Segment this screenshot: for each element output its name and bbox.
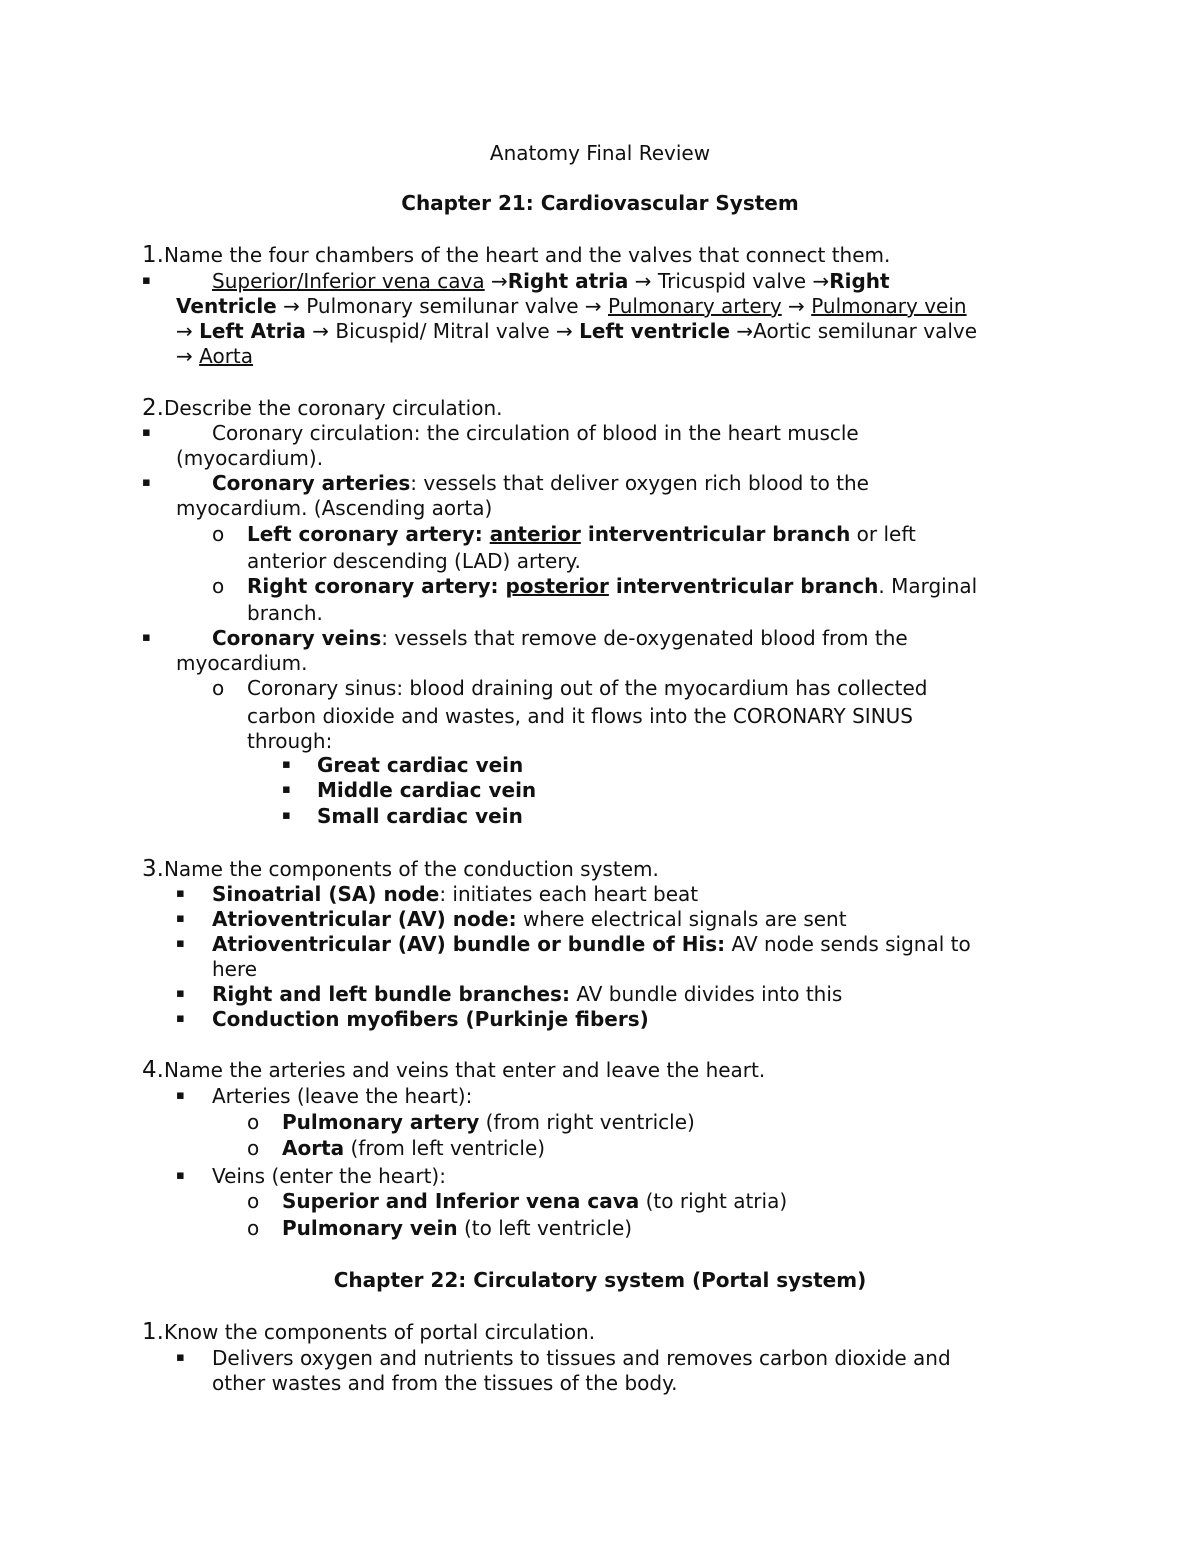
list-item: Atrioventricular (AV) node: where electrical signals are sent [212,907,847,931]
list-item: Conduction myofibers (Purkinje fibers) [212,1007,649,1031]
answer-line: Right coronary artery: posterior interventricular branch. Marginal [247,574,978,598]
answer-line: → Aorta [176,344,254,368]
answer-line: through: [247,729,333,753]
answer-line: other wastes and from the tissues of the body. [212,1371,678,1395]
question-text: Name the four chambers of the heart and the valves that connect them. [163,243,891,267]
answer-line: Coronary circulation: the circulation of blood in the heart muscle [212,421,859,445]
question-number: 4. [142,1057,164,1083]
list-item: Arteries (leave the heart): [212,1084,473,1108]
answer-line: branch. [247,601,323,625]
answer-line: Superior/Inferior vena cava →Right atria → Tricuspid valve →Right [212,269,890,293]
list-item: Sinoatrial (SA) node: initiates each heart beat [212,882,699,906]
chapter-22-heading: Chapter 22: Circulatory system (Portal system) [333,1268,867,1292]
question-1-chapter-22 [142,1320,595,1345]
bullet-icon: ▪ [176,1350,185,1365]
bullet-icon: ▪ [176,1088,185,1103]
list-item: Small cardiac vein [317,804,523,828]
bullet-icon: ▪ [176,986,185,1001]
list-item: Great cardiac vein [317,753,524,777]
answer-line: Coronary arteries: vessels that deliver oxygen rich blood to the [212,471,869,495]
bullet-icon: ▪ [176,936,185,951]
answer-line: Delivers oxygen and nutrients to tissues and removes carbon dioxide and [212,1346,951,1370]
list-item: Pulmonary vein (to left ventricle) [282,1216,633,1240]
question-2 [142,396,502,421]
list-item: Superior and Inferior vena cava (to right atria) [282,1189,788,1213]
question-number: 2. [142,395,164,421]
question-number: 3. [142,856,164,882]
bullet-icon: ▪ [176,911,185,926]
bullet-icon: ▪ [142,273,151,288]
question-text: Describe the coronary circulation. [163,396,503,420]
circle-bullet-icon: o [247,1110,260,1134]
question-1 [142,243,890,268]
bullet-icon: ▪ [282,757,291,772]
question-number: 1. [142,1319,164,1345]
circle-bullet-icon: o [247,1189,260,1213]
bullet-icon: ▪ [282,808,291,823]
answer-line: Ventricle → Pulmonary semilunar valve → Pulmonary artery → Pulmonary vein [176,294,967,318]
question-number: 1. [142,242,164,268]
bullet-icon: ▪ [176,1011,185,1026]
list-item: Atrioventricular (AV) bundle or bundle of His: AV node sends signal to [212,932,971,956]
answer-line: → Left Atria → Bicuspid/ Mitral valve → Left ventricle →Aortic semilunar valve [176,319,978,343]
question-3 [142,857,659,882]
bullet-icon: ▪ [142,425,151,440]
answer-line: Coronary veins: vessels that remove de-oxygenated blood from the [212,626,908,650]
answer-line: Left coronary artery: anterior interventricular branch or left [247,522,916,546]
circle-bullet-icon: o [247,1216,260,1240]
circle-bullet-icon: o [212,676,225,700]
list-item: Veins (enter the heart): [212,1164,446,1188]
answer-line: anterior descending (LAD) artery. [247,549,581,573]
answer-line: myocardium. (Ascending aorta) [176,496,493,520]
question-text: Name the components of the conduction system. [163,857,659,881]
answer-line: myocardium. [176,651,308,675]
question-text: Know the components of portal circulation. [163,1320,596,1344]
list-item: Middle cardiac vein [317,778,537,802]
list-item-continuation: here [212,957,258,981]
circle-bullet-icon: o [247,1136,260,1160]
chapter-21-heading: Chapter 21: Cardiovascular System [401,191,799,215]
circle-bullet-icon: o [212,574,225,598]
bullet-icon: ▪ [142,475,151,490]
question-4 [142,1058,765,1083]
bullet-icon: ▪ [142,630,151,645]
answer-line: (myocardium). [176,446,324,470]
answer-line: Coronary sinus: blood draining out of the myocardium has collected [247,676,928,700]
circle-bullet-icon: o [212,522,225,546]
answer-line: carbon dioxide and wastes, and it flows into the CORONARY SINUS [247,704,913,728]
bullet-icon: ▪ [176,886,185,901]
bullet-icon: ▪ [176,1168,185,1183]
bullet-icon: ▪ [282,782,291,797]
list-item: Pulmonary artery (from right ventricle) [282,1110,695,1134]
question-text: Name the arteries and veins that enter and leave the heart. [163,1058,766,1082]
list-item: Aorta (from left ventricle) [282,1136,546,1160]
list-item: Right and left bundle branches: AV bundle divides into this [212,982,843,1006]
document-title: Anatomy Final Review [489,141,711,165]
